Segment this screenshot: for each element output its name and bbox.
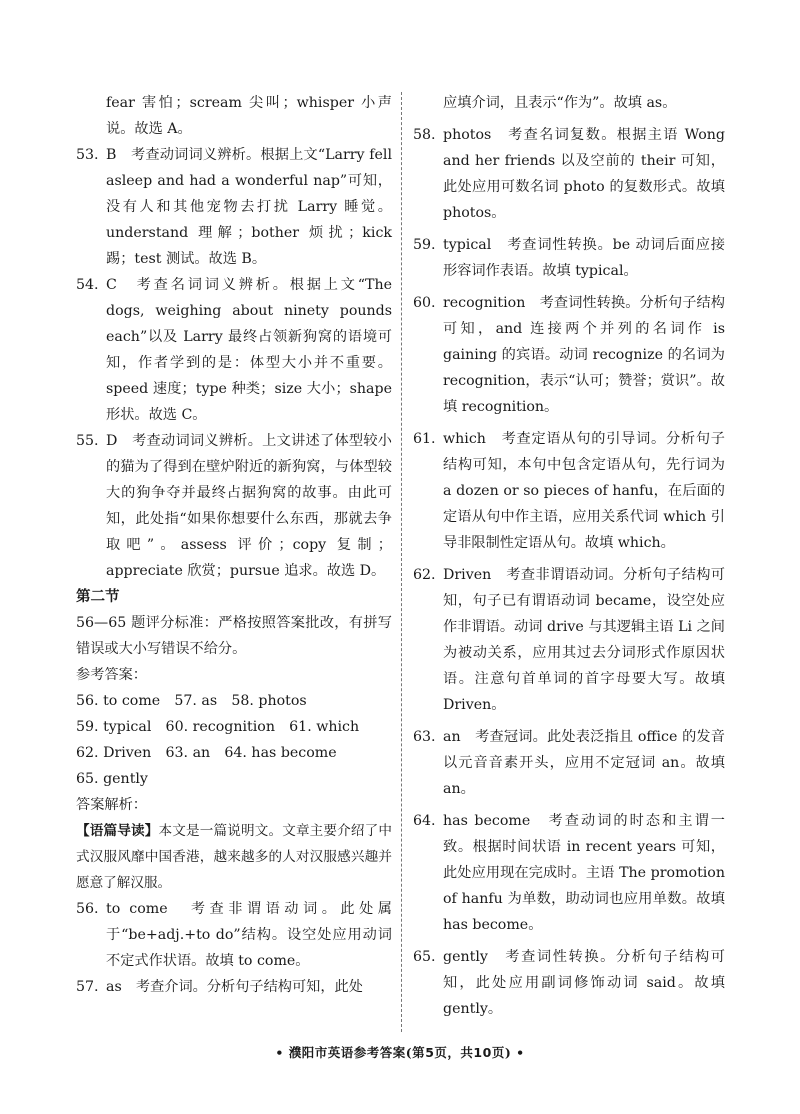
item-explanation: to come 考查非谓语动词。此处属于“be+adj.+to do”结构。设空处应用动词不定式作状语。故填 to come。 <box>106 901 392 969</box>
left-column <box>76 90 392 1000</box>
item-number: 53. <box>76 147 99 163</box>
item-explanation: which 考查定语从句的引导词。分析句子结构可知，本句中包含定语从句，先行词为 a dozen or so pieces of hanfu，在后面的定语从句中作主语，应用关系代词 which 引导非限制性定语从句。故填 which。 <box>443 431 725 551</box>
answers-label: 参考答案： <box>76 667 147 683</box>
item-57-continuation: 应填介词，且表示“作为”。故填 as。 <box>443 95 677 111</box>
footer-page-number: 5 <box>425 1045 435 1060</box>
item-number: 55. <box>76 433 99 449</box>
answer-line: 62. Driven 63. an 64. has become <box>76 745 337 761</box>
item-number: 58. <box>413 127 436 143</box>
answer-item-61 <box>413 426 725 556</box>
item-explanation: photos 考查名词复数。根据主语 Wong and her friends 以及空前的 their 可知，此处应用可数名词 photo 的复数形式。故填 photos。 <box>443 127 725 221</box>
item-explanation: has become 考查动词的时态和主谓一致。根据时间状语 in recent years 可知，此处应用现在完成时。主语 The promotion of hanfu 为单数，助动词也应用单数。故填 has become。 <box>443 813 725 933</box>
answer-item-53 <box>76 142 392 272</box>
item-number: 54. <box>76 277 99 293</box>
item-number: 65. <box>413 949 436 965</box>
item-explanation: B 考查动词词义辨析。根据上文“Larry fell asleep and had a wonderful nap”可知，没有人和其他宠物去打扰 Larry 睡觉。understand 理解；bother 烦扰；kick 踢；test 测试。故选 B。 <box>106 147 392 267</box>
item-number: 62. <box>413 567 436 583</box>
item-explanation: as 考查介词。分析句子结构可知，此处 <box>106 979 363 995</box>
footer-total-pages: 10 <box>473 1045 492 1060</box>
right-column <box>413 90 725 1028</box>
guide-tag: 【语篇导读】 <box>76 823 159 839</box>
answer-line: 65. gently <box>76 771 148 787</box>
item-number: 59. <box>413 237 436 253</box>
guide-text: 本文是一篇说明文。文章主要介绍了中式汉服风靡中国香港，越来越多的人对汉服感兴趣并愿意了解汉服。 <box>76 823 393 891</box>
item-explanation: Driven 考查非谓语动词。分析句子结构可知，句子已有谓语动词 became，设空处应作非谓语。动词 drive 与其逻辑主语 Li 之间为被动关系，应用其过去分词形式作原因状语。注意句首单词的首字母要大写。故填 Driven。 <box>443 567 725 713</box>
item-explanation: gently 考查词性转换。分析句子结构可知，此处应用副词修饰动词 said。故填 gently。 <box>443 949 725 1017</box>
item-number: 64. <box>413 813 436 829</box>
footer-suffix: 页) • <box>491 1045 525 1060</box>
item-explanation: D 考查动词词义辨析。上文讲述了体型较小的猫为了得到在壁炉附近的新狗窝，与体型较大的狗争夺并最终占据狗窝的故事。由此可知，此处指“如果你想要什么东西，那就去争取吧”。assess 评价；copy 复制；appreciate 欣赏；pursue 追求。故选 D。 <box>106 433 392 579</box>
answer-line: 56. to come 57. as 58. photos <box>76 693 307 709</box>
footer-mid: 页，共 <box>434 1045 474 1060</box>
item-52-continuation: fear 害怕；scream 尖叫；whisper 小声说。故选 A。 <box>106 95 392 137</box>
column-divider <box>401 92 402 1032</box>
item-number: 63. <box>413 729 436 745</box>
item-number: 61. <box>413 431 436 447</box>
grading-standard: 56—65 题评分标准：严格按照答案批改，有拼写错误或大小写错误不给分。 <box>76 615 392 657</box>
item-number: 60. <box>413 295 436 311</box>
item-explanation: an 考查冠词。此处表泛指且 office 的发音以元音音素开头，应用不定冠词 an。故填 an。 <box>443 729 725 797</box>
item-number: 56. <box>76 901 99 917</box>
answer-item-55 <box>76 428 392 584</box>
footer-prefix: • 濮阳市英语参考答案(第 <box>275 1045 426 1060</box>
section-title: 第二节 <box>76 589 120 605</box>
answer-item-57 <box>76 974 392 1000</box>
item-explanation: C 考查名词词义辨析。根据上文“The dogs, weighing about ninety pounds each”以及 Larry 最终占领新狗窝的语境可知，作者学到的是：体型大小并不重要。speed 速度；type 种类；size 大小；shape 形状。故选 C。 <box>106 277 392 423</box>
answer-item-58 <box>413 122 725 226</box>
answer-item-60 <box>413 290 725 420</box>
answer-item-62 <box>413 562 725 718</box>
item-explanation: typical 考查词性转换。be 动词后面应接形容词作表语。故填 typical。 <box>443 237 725 279</box>
answer-item-54 <box>76 272 392 428</box>
answer-item-59 <box>413 232 725 284</box>
answer-line: 59. typical 60. recognition 61. which <box>76 719 360 735</box>
page-footer <box>0 1043 800 1061</box>
answer-item-64 <box>413 808 725 938</box>
item-explanation: recognition 考查词性转换。分析句子结构可知，and 连接两个并列的名词作 is gaining 的宾语。动词 recognize 的名词为 recognition，表示“认可；赞誉；赏识”。故填 recognition。 <box>443 295 725 415</box>
answer-item-65 <box>413 944 725 1022</box>
answer-item-63 <box>413 724 725 802</box>
item-number: 57. <box>76 979 99 995</box>
answer-item-56 <box>76 896 392 974</box>
passage-guide <box>76 818 392 896</box>
analysis-label: 答案解析： <box>76 797 147 813</box>
